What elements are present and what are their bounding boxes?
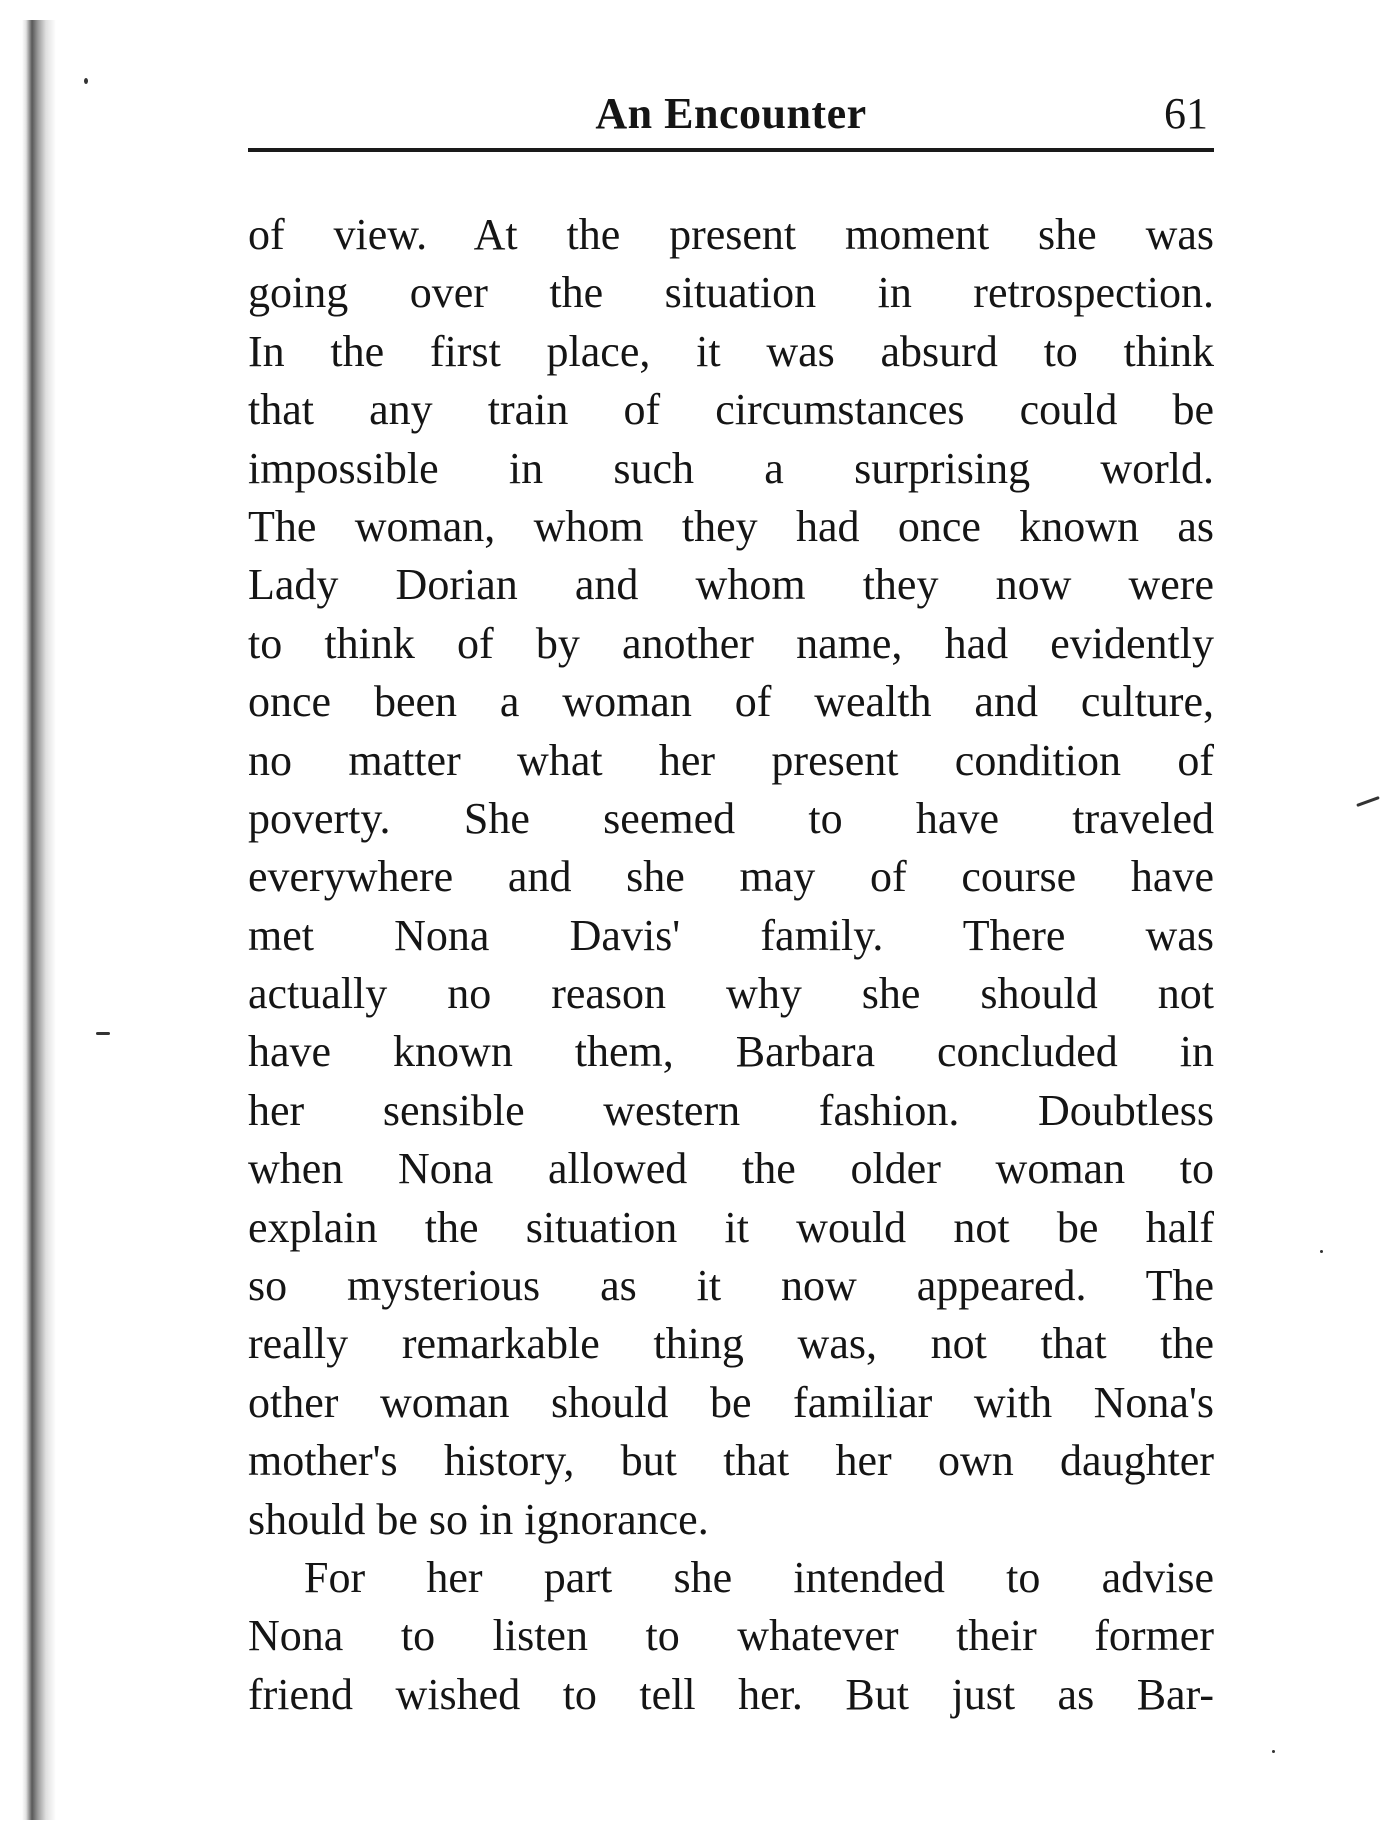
page-number: 61 (1164, 89, 1208, 138)
text-line: met Nona Davis' family. There was (248, 910, 1214, 960)
running-title: An Encounter (595, 89, 867, 138)
page-header (248, 84, 1214, 154)
text-line: everywhere and she may of course have (248, 852, 1214, 902)
text-line: The woman, whom they had once known as (248, 501, 1214, 551)
text-line: should be so in ignorance. (248, 1494, 709, 1544)
text-line: actually no reason why she should not (248, 969, 1214, 1019)
text-line: poverty. She seemed to have traveled (248, 793, 1214, 843)
text-line: really remarkable thing was, not that the (248, 1319, 1214, 1369)
scan-speck (84, 78, 88, 84)
text-line: once been a woman of wealth and culture, (248, 677, 1214, 727)
text-line: no matter what her present condition of (248, 735, 1214, 785)
text-line: to think of by another name, had evidently (248, 618, 1214, 668)
text-line: when Nona allowed the older woman to (248, 1144, 1214, 1194)
text-line: have known them, Barbara concluded in (248, 1027, 1214, 1077)
text-line: For her part she intended to advise (304, 1552, 1214, 1602)
text-line: In the first place, it was absurd to think (248, 326, 1214, 376)
page-binding-edge (22, 20, 56, 1820)
body-text (248, 206, 1214, 1724)
text-line: Nona to listen to whatever their former (248, 1611, 1214, 1661)
text-line: Lady Dorian and whom they now were (248, 560, 1214, 610)
text-line: her sensible western fashion. Doubtless (248, 1085, 1214, 1135)
text-line: mother's history, but that her own daughter (248, 1436, 1214, 1486)
text-line: explain the situation it would not be half (248, 1202, 1214, 1252)
scan-speck (1320, 1250, 1323, 1253)
text-line: going over the situation in retrospection. (248, 268, 1214, 318)
text-line: friend wished to tell her. But just as Bar- (248, 1669, 1214, 1719)
text-line: of view. At the present moment she was (248, 210, 1214, 259)
header-rule (248, 148, 1214, 152)
text-line: that any train of circumstances could be (248, 385, 1214, 435)
text-line: other woman should be familiar with Nona's (248, 1377, 1214, 1427)
scan-speck (96, 1032, 110, 1035)
text-line: impossible in such a surprising world. (248, 443, 1214, 493)
scan-speck (1356, 796, 1380, 807)
text-line: so mysterious as it now appeared. The (248, 1261, 1214, 1311)
scan-speck (1272, 1750, 1275, 1753)
